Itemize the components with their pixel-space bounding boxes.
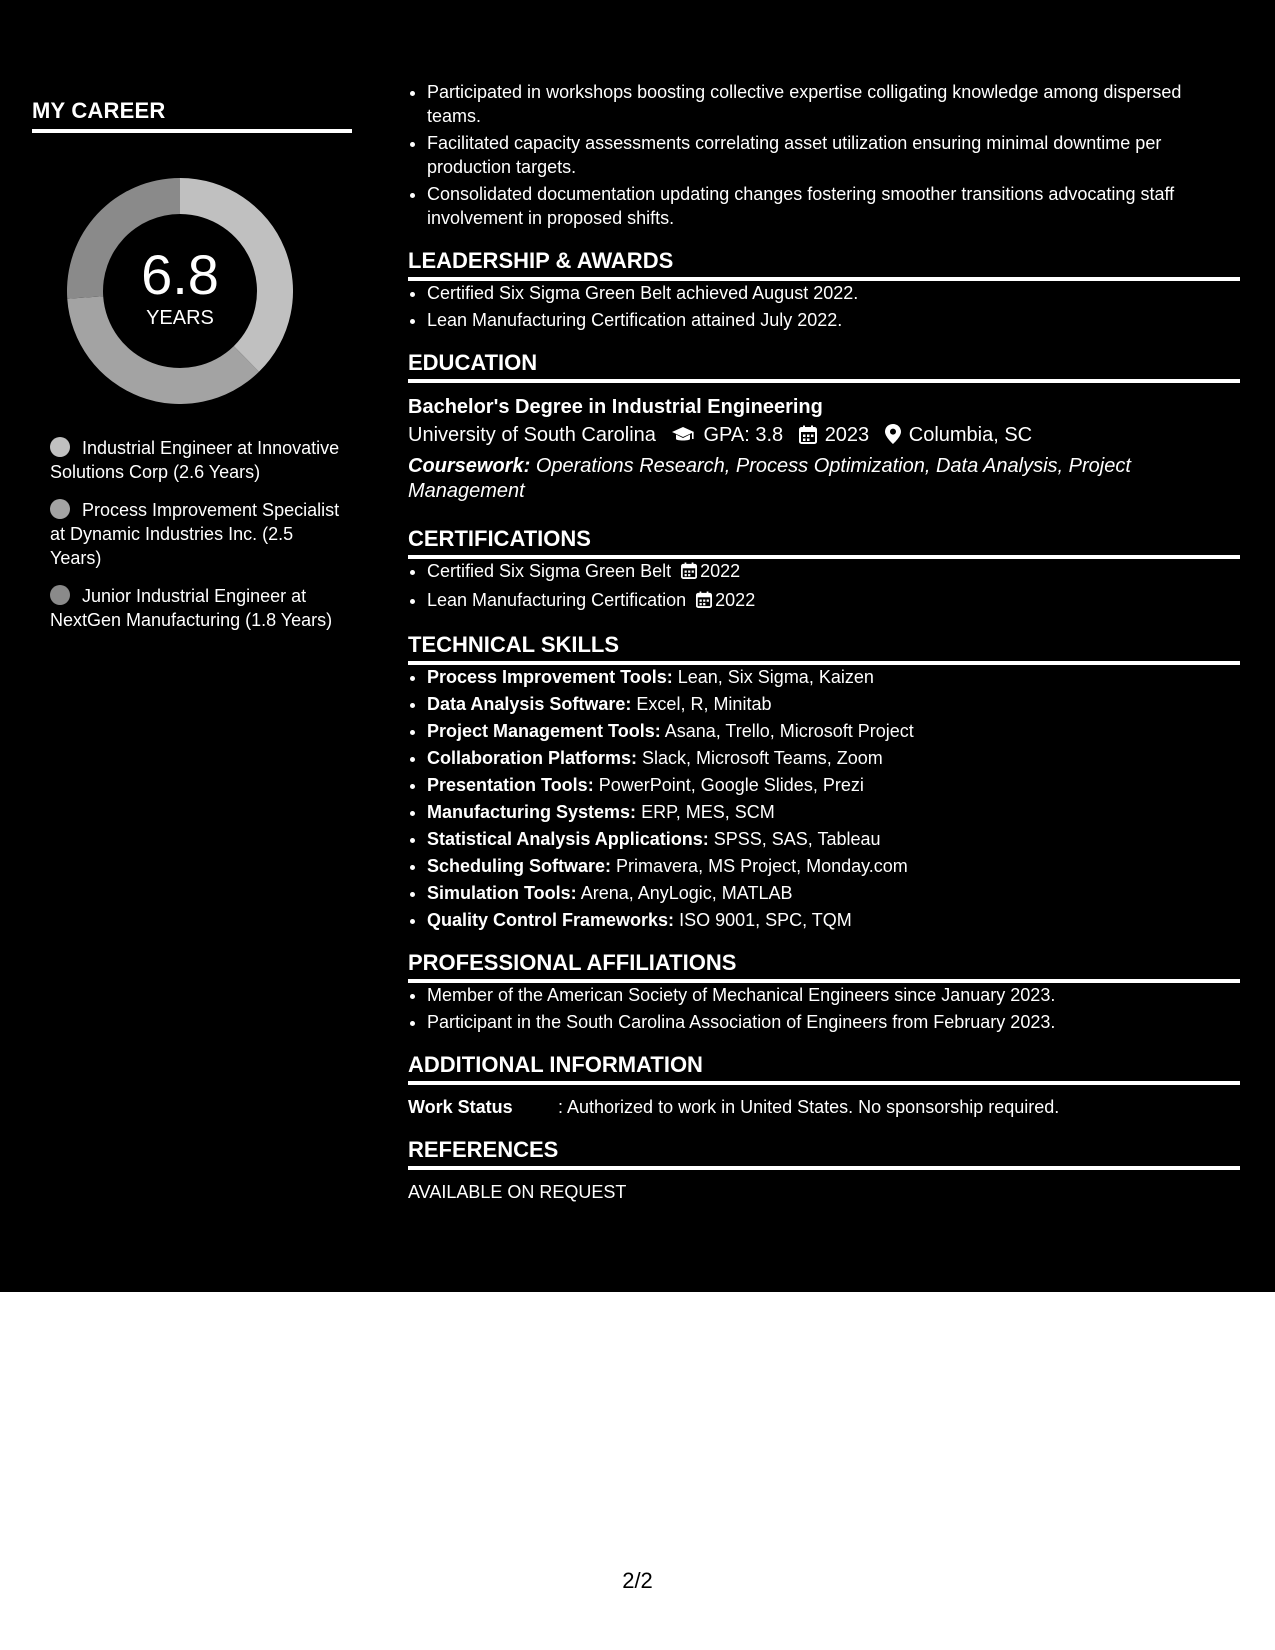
skill-label: Scheduling Software: [427, 856, 612, 876]
list-item: • Lean Manufacturing Certification attained July 2022. [427, 308, 1240, 332]
legend-label: Industrial Engineer at Innovative Solutions Corp (2.6 Years) [50, 438, 340, 482]
skills-list [408, 665, 1240, 932]
education-title: EDUCATION [408, 350, 1240, 383]
skill-label: Project Management Tools: [427, 721, 661, 741]
work-status-value: : Authorized to work in United States. No sponsorship required. [558, 1097, 1060, 1117]
skill-value: Arena, AnyLogic, MATLAB [580, 883, 793, 903]
page-number: 2/2 [622, 1568, 653, 1593]
cert-name: Lean Manufacturing Certification [427, 590, 687, 610]
total-years-value: 6.8 [141, 243, 219, 306]
affiliations-list [408, 983, 1240, 1034]
skill-label: Statistical Analysis Applications: [427, 829, 709, 849]
skill-value: ERP, MES, SCM [641, 802, 775, 822]
list-item: • Consolidated documentation updating changes fostering smoother transitions advocating staff involvement in proposed shifts. [427, 182, 1240, 230]
legend-label: Junior Industrial Engineer at NextGen Manufacturing (1.8 Years) [50, 586, 333, 630]
total-years-unit: YEARS [146, 307, 214, 329]
references-text: AVAILABLE ON REQUEST [408, 1182, 627, 1202]
work-status-label: Work Status [408, 1097, 513, 1117]
list-item [427, 692, 1240, 716]
cert-year: 2022 [715, 590, 756, 610]
legend-item [50, 436, 340, 484]
experience-bullets [408, 80, 1240, 230]
work-status-row [408, 1095, 1240, 1119]
affiliations-section [408, 950, 1240, 1034]
legend-label: Process Improvement Specialist at Dynamic Industries Inc. (2.5 Years) [50, 500, 340, 568]
sidebar [32, 98, 352, 630]
list-item [427, 665, 1240, 689]
leadership-title: LEADERSHIP & AWARDS [408, 248, 1240, 281]
list-item: • Participant in the South Carolina Association of Engineers from February 2023. [427, 1010, 1240, 1034]
certifications-section [408, 526, 1240, 614]
list-item [427, 719, 1240, 743]
education-section [408, 350, 1240, 504]
skill-value: Primavera, MS Project, Monday.com [616, 856, 908, 876]
calendar-icon [696, 590, 712, 614]
list-item [427, 746, 1240, 770]
skill-label: Presentation Tools: [427, 775, 594, 795]
list-item [427, 908, 1240, 932]
career-donut-chart [67, 178, 293, 404]
leadership-list [408, 281, 1240, 332]
skill-label: Process Improvement Tools: [427, 667, 673, 687]
donut-center [67, 243, 293, 330]
list-item: • Participated in workshops boosting collective expertise colligating knowledge among dispersed teams. [427, 80, 1240, 128]
skill-value: Slack, Microsoft Teams, Zoom [642, 748, 883, 768]
skill-value: SPSS, SAS, Tableau [713, 829, 881, 849]
list-item [427, 800, 1240, 824]
skills-title: TECHNICAL SKILLS [408, 632, 1240, 665]
legend-item [50, 498, 340, 570]
cert-year: 2022 [700, 561, 741, 581]
references-title: REFERENCES [408, 1137, 1240, 1170]
graduation-cap-icon [671, 424, 695, 452]
education-meta [408, 421, 1240, 452]
legend-dot-icon [50, 437, 70, 457]
skill-value: Asana, Trello, Microsoft Project [664, 721, 914, 741]
school-name: University of South Carolina [408, 424, 656, 446]
list-item: • Member of the American Society of Mechanical Engineers since January 2023. [427, 983, 1240, 1007]
calendar-icon [681, 561, 697, 585]
degree-name: Bachelor's Degree in Industrial Engineering [408, 396, 823, 418]
main-column [408, 80, 1240, 1204]
skill-label: Quality Control Frameworks: [427, 910, 675, 930]
coursework-label: Coursework: [408, 455, 531, 477]
skill-value: Excel, R, Minitab [636, 694, 772, 714]
list-item [427, 559, 1240, 585]
skill-label: Simulation Tools: [427, 883, 577, 903]
skill-label: Manufacturing Systems: [427, 802, 637, 822]
legend-item [50, 584, 340, 632]
list-item [427, 854, 1240, 878]
list-item [427, 827, 1240, 851]
coursework [408, 454, 1240, 504]
references-section [408, 1137, 1240, 1204]
coursework-list: Operations Research, Process Optimization, Data Analysis, Project Management [408, 455, 1131, 502]
skill-value: Lean, Six Sigma, Kaizen [677, 667, 874, 687]
additional-section [408, 1052, 1240, 1119]
list-item: • Facilitated capacity assessments correlating asset utilization ensuring minimal downtime per production targets. [427, 131, 1240, 179]
career-title: MY CAREER [32, 98, 352, 133]
list-item [427, 881, 1240, 905]
graduation-year: 2023 [824, 424, 870, 446]
skill-label: Collaboration Platforms: [427, 748, 638, 768]
career-legend [50, 436, 340, 646]
cert-name: Certified Six Sigma Green Belt [427, 561, 672, 581]
skill-label: Data Analysis Software: [427, 694, 632, 714]
certifications-list [408, 559, 1240, 614]
map-pin-icon [885, 424, 901, 452]
affiliations-title: PROFESSIONAL AFFILIATIONS [408, 950, 1240, 983]
skill-value: PowerPoint, Google Slides, Prezi [598, 775, 864, 795]
additional-title: ADDITIONAL INFORMATION [408, 1052, 1240, 1085]
certifications-title: CERTIFICATIONS [408, 526, 1240, 559]
list-item [427, 773, 1240, 797]
skill-value: ISO 9001, SPC, TQM [679, 910, 852, 930]
leadership-section [408, 248, 1240, 332]
legend-dot-icon [50, 499, 70, 519]
legend-dot-icon [50, 585, 70, 605]
list-item: • Certified Six Sigma Green Belt achieved August 2022. [427, 281, 1240, 305]
skills-section [408, 632, 1240, 932]
gpa-value: GPA: 3.8 [703, 424, 784, 446]
calendar-icon [799, 424, 817, 452]
list-item [427, 588, 1240, 614]
school-location: Columbia, SC [908, 424, 1033, 446]
